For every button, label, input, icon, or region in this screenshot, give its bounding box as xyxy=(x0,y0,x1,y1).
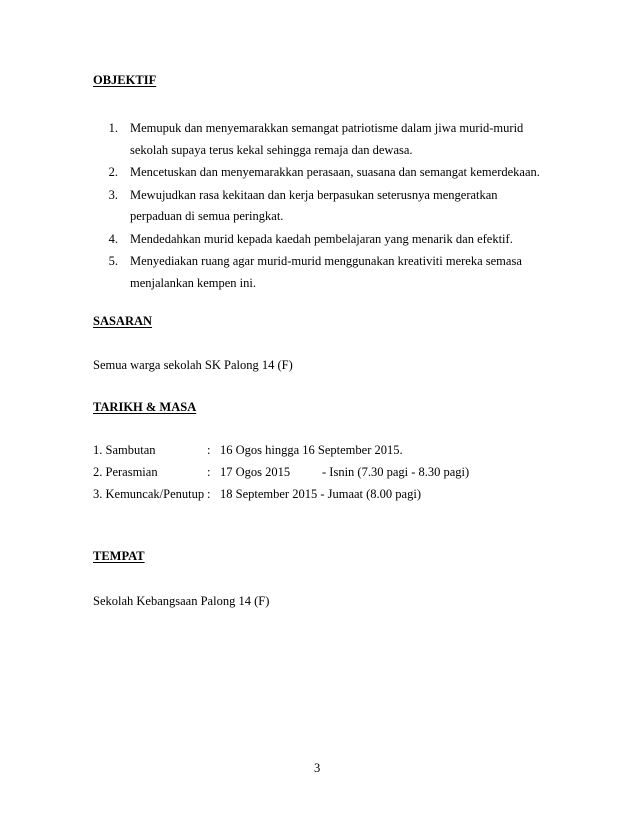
schedule-extra: - Isnin (7.30 pagi - 8.30 pagi) xyxy=(322,465,470,479)
schedule-value: 18 September 2015 - Jumaat (8.00 pagi) xyxy=(220,487,421,501)
objektif-heading: OBJEKTIF xyxy=(93,73,157,87)
list-item-text: Mendedahkan murid kepada kaedah pembelajaran yang menarik dan efektif. xyxy=(130,232,513,246)
sasaran-text: Semua warga sekolah SK Palong 14 (F) xyxy=(93,358,293,372)
list-item-number: 2. xyxy=(108,165,118,179)
schedule-label: 2. Perasmian xyxy=(93,465,158,479)
list-item-text: Memupuk dan menyemarakkan semangat patriotisme dalam jiwa murid-murid xyxy=(130,121,524,135)
list-item-number: 4. xyxy=(108,232,118,246)
list-item-text: menjalankan kempen ini. xyxy=(130,276,257,290)
list-item-text: Mewujudkan rasa kekitaan dan kerja berpasukan seterusnya mengeratkan xyxy=(130,188,498,202)
list-item-number: 3. xyxy=(108,188,118,202)
tempat-heading: TEMPAT xyxy=(93,549,145,563)
schedule-value: 17 Ogos 2015 xyxy=(220,465,291,479)
schedule-colon: : xyxy=(207,443,211,457)
schedule-colon: : xyxy=(207,487,211,501)
list-item-number: 5. xyxy=(108,254,118,268)
list-item-text: sekolah supaya terus kekal sehingga remaja dan dewasa. xyxy=(130,143,413,157)
schedule-colon: : xyxy=(207,465,211,479)
list-item-text: Mencetuskan dan menyemarakkan perasaan, suasana dan semangat kemerdekaan. xyxy=(130,165,540,179)
list-item-number: 1. xyxy=(108,121,118,135)
tarikh-masa-heading: TARIKH & MASA xyxy=(93,400,197,414)
schedule-label: 1. Sambutan xyxy=(93,443,156,457)
page-number: 3 xyxy=(314,761,321,775)
schedule-value: 16 Ogos hingga 16 September 2015. xyxy=(220,443,403,457)
list-item-text: Menyediakan ruang agar murid-murid menggunakan kreativiti mereka semasa xyxy=(130,254,522,268)
list-item-text: perpaduan di semua peringkat. xyxy=(130,209,284,223)
sasaran-heading: SASARAN xyxy=(93,314,153,328)
schedule-label: 3. Kemuncak/Penutup xyxy=(93,487,205,501)
tempat-text: Sekolah Kebangsaan Palong 14 (F) xyxy=(93,594,270,608)
